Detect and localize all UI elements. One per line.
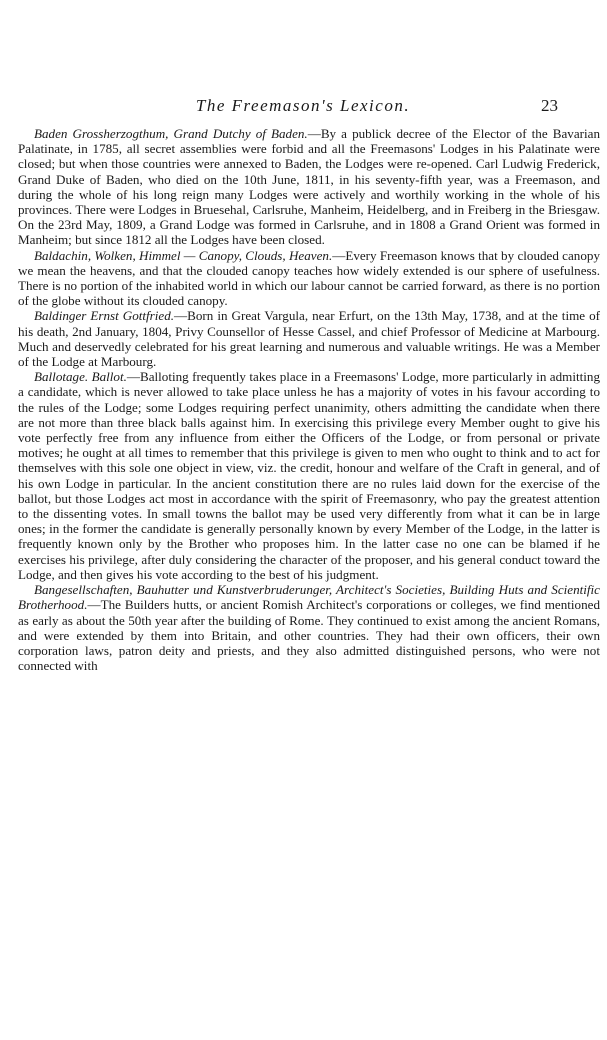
entry-headword: Baden Grossherzogthum, Grand Dutchy of Baden. (34, 126, 308, 141)
entry-text: —Born in Great Vargula, near Erfurt, on the 13th May, 1738, and at the time of his death, 2nd January, 1804, Privy Counsellor of Hesse Cassel, and chief Professor of Medicine at Marbourg. Much and deservedly celebrated for his great learning and numerous and valuable writings. He was a Member of the Lodge at Marbourg. (18, 308, 600, 370)
entry-text: —Every Freemason knows that by clouded canopy we mean the heavens, and that the clouded canopy teaches how widely extended is our sphere of usefulness. There is no portion of the inhabited world in which our labour cannot be carried forward, as there is no portion of the globe without its clouded canopy. (18, 247, 600, 309)
entry-ballotage (18, 369, 600, 582)
entry-headword: Baldachin, Wolken, Himmel — Canopy, Clouds, Heaven. (34, 247, 333, 263)
entry-bangesellschaften (18, 582, 600, 673)
entry-headword: Ballotage. Ballot. (34, 369, 127, 385)
entry-headword: Bangesellschaften, Bauhutter und Kunstverbruderunger, Architect's Societies, Building Huts and Scientific Brotherhood. (18, 582, 600, 613)
lexicon-body (18, 126, 600, 673)
entry-text: —By a publick decree of the Elector of the Bavarian Palatinate, in 1785, all secret assemblies were forbid and all the Freemasons' Lodges in his Palatinate were closed; but when those countries were annexed to Baden, the Lodges were re-opened. Carl Ludwig Frederick, Grand Duke of Baden, who died on the 10th June, 1811, in his seventy-fifth year, was a Freemason, and during the whole of his long reign many Lodges were actively and worthily working in the whole of his provinces. There were Lodges in Bruesehal, Carlsruhe, Manheim, Heidelberg, and in Freiberg in the Briesgaw. On the 23rd May, 1809, a Grand Lodge was formed in Carlsruhe, and in 1808 a Grand Orient was formed in Manheim; but since 1812 all the Lodges have been closed. (18, 126, 600, 248)
entry-baden (18, 126, 600, 248)
entry-baldachin (18, 248, 600, 309)
entry-headword: Baldinger Ernst Gottfried. (34, 308, 175, 324)
entry-text: —Balloting frequently takes place in a Freemasons' Lodge, more particularly in admitting a candidate, which is never allowed to take place unless he has a majority of votes in his favour according to the rules of the Lodge; some Lodges requiring perfect unanimity, others admitting the candidate when there are not more than three black balls against him. In exercising this privilege every Member ought to give his vote perfectly free from any influence from either the Officers of the Lodge, or from personal or private motives; he ought at all times to remember that this privilege is given to men who ought to think and to act for themselves with this sole one object in view, viz. the credit, honour and welfare of the Craft in general, and of his own Lodge in particular. In the ancient constitution there are no rules laid down for the exercise of the ballot, but those Lodges act most in accordance with the spirit of Freemasonry, who pay the greatest attention to the dissenting votes. In small towns the ballot may be used very differently from what it can be in large ones; in the former the candidate is generally personally known by every Member of the Lodge, in the latter is frequently known only by the Brother who proposes him. In the latter case no one can be blamed if he exercises his privilege, after duly considering the character of the proposer, and his general conduct toward the Lodge, and then gives his vote according to the best of his judgment. (18, 369, 600, 582)
page-number: 23 (541, 96, 558, 115)
page-header (48, 96, 558, 118)
running-title: The Freemason's Lexicon. (195, 96, 411, 115)
entry-text: —The Builders hutts, or ancient Romish Architect's corporations or colleges, we find mentioned as early as about the 50th year after the building of Rome. They continued to exist among the ancient Romans, and were extended by them into Britain, and other countries. They had their own officers, their own corporation laws, patron deity and priests, and they also admitted distinguished persons, who were not connected with (18, 597, 600, 674)
entry-baldinger (18, 308, 600, 369)
